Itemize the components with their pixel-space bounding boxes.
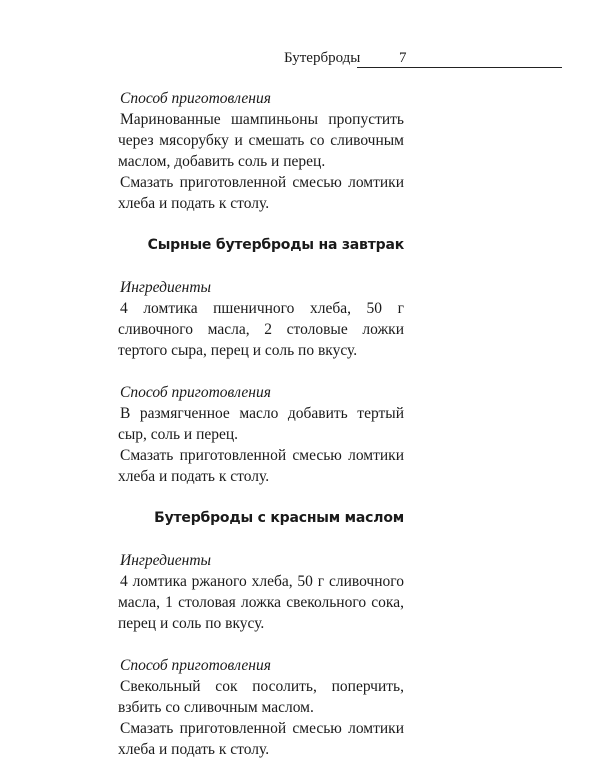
- recipe-title: Бутерброды с красным маслом: [154, 510, 404, 526]
- method-paragraph: Смазать приготовленной смесью ломтики хлеба и подать к столу.: [118, 174, 404, 212]
- ingredients-label: Ингредиенты: [120, 552, 212, 569]
- ingredients-paragraph: 4 ломтика ржаного хлеба, 50 г сливочного масла, 1 столовая ложка свекольного сока, перец и соль по вкусу.: [118, 573, 404, 632]
- page-header: [284, 50, 562, 72]
- page-content: [118, 88, 404, 760]
- method-label: Способ приготовления: [120, 384, 271, 401]
- page-number: 7: [399, 50, 407, 66]
- method-paragraph: В размягченное масло добавить тертый сыр, соль и перец.: [118, 405, 404, 443]
- method-paragraph: Свекольный сок посолить, поперчить, взбить со сливочным маслом.: [118, 678, 404, 716]
- ingredients-label: Ингредиенты: [120, 279, 212, 296]
- method-label: Способ приготовления: [120, 90, 271, 107]
- ingredients-paragraph: 4 ломтика пшеничного хлеба, 50 г сливочного масла, 2 столовые ложки тертого сыра, перец и соль по вкусу.: [118, 300, 404, 359]
- method-paragraph: Смазать приготовленной смесью ломтики хлеба и подать к столу.: [118, 720, 404, 758]
- running-title: Бутерброды: [284, 50, 361, 66]
- method-label: Способ приготовления: [120, 657, 271, 674]
- recipe-title: Сырные бутерброды на завтрак: [147, 237, 404, 253]
- method-paragraph: Маринованные шампиньоны пропустить через мясорубку и смешать со сливочным маслом, добавить соль и перец.: [118, 111, 404, 170]
- method-paragraph: Смазать приготовленной смесью ломтики хлеба и подать к столу.: [118, 447, 404, 485]
- header-rule: [357, 67, 562, 68]
